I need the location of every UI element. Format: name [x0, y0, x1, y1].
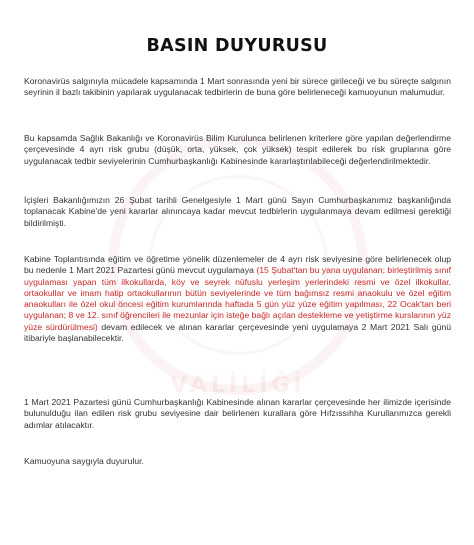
paragraph-4-highlight: (15 Şubat'tan bu yana uygulanan; birleştirilmiş sınıf uygulaması yapan tüm ilkokullarda, köy ve seyrek nüfuslu yerleşim yerlerindeki resmi ve özel ilkokullar, ortaokullar ve imam hatip ortaokullarının bütün seviyelerinde ve tüm bağımsız resmi anaokulu ve özel eğitim anaokulları ile özel okul öncesi eğitim kurumlarında haftada 5 gün yüz yüze eğitim yapılması, 22 Ocak'tan beri uygulanan; 8 ve 12. sınıf öğrencileri ile mezunlar için isteğe bağlı açılan destekleme ve yetiştirme kurslarının yüz yüze sürdürülmesi) [24, 265, 451, 332]
watermark-text: VALİLİĞİ [170, 373, 306, 398]
paragraph-1: Koronavirüs salgınıyla mücadele kapsamında 1 Mart sonrasında yeni bir sürece girileceği ve bu süreçte salgının seyrinin il bazlı takibinin yapılarak uygulanacak tedbirlerin de buna göre belirleneceği kamuoyunun malumudur. [24, 76, 451, 98]
paragraph-4-intro: Kabine Toplantısında eğitim ve öğretime yönelik düzenlemeler de 4 ayrı risk seviyesine göre belirlenecek olup bu nedenle 1 Mart 2021 Pazartesi günü mevcut uygulamaya [24, 254, 451, 276]
paragraph-4 [24, 254, 451, 344]
paragraph-5: 1 Mart 2021 Pazartesi günü Cumhurbaşkanlığı Kabinesinde alınan kararlar çerçevesinde her ilimizde içerisinde bulunulduğu ilan edilen risk grubu seviyesine dair belirlenen kurallara göre Hıfzıssıhha Kurullarımızca gerekli adımlar atılacaktır. [24, 397, 451, 430]
document-title: BASIN DUYURUSU [146, 36, 328, 56]
paragraph-4-outro: devam edilecek ve alınan kararlar çerçevesinde yeni uygulamaya 2 Mart 2021 Salı günü itibariyle başlanabilecektir. [24, 321, 452, 344]
closing-line: Kamuoyuna saygıyla duyurulur. [24, 456, 144, 466]
paragraph-2: Bu kapsamda Sağlık Bakanlığı ve Koronavirüs Bilim Kurulunca belirlenen kriterlere göre yapılan değerlendirme çerçevesinde 4 ayrı risk grubu (düşük, orta, yüksek, çok yüksek) tespit edilerek bu risk gruplarına göre uygulanacak tedbir seviyelerinin Cumhurbaşkanlığı Kabinesinde kararlaştırılabileceği değerlendirilmektedir. [24, 133, 451, 166]
paragraph-3: İçişleri Bakanlığımızın 26 Şubat tarihli Genelgesiyle 1 Mart günü Sayın Cumhurbaşkanımız başkanlığında toplanacak Kabine'de yeni kararlar alınıncaya kadar mevcut tedbirlerin uygulanmaya devam edilmesi gerektiği bildirilmişti. [24, 195, 451, 228]
